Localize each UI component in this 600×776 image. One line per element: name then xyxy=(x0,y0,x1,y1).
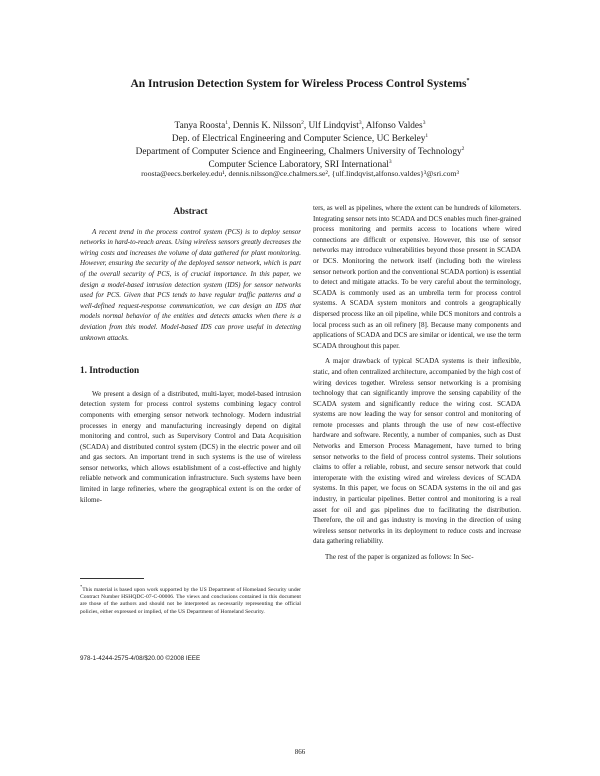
body-paragraph: A major drawback of typical SCADA systems is their inflexible, static, and often centralized architecture, accompanied by the high cost of wiring devices together. Wireless sensor networking is a promising technology that can significantly improve the sensing capability of the SCADA system and significantly reduce the wiring cost. SCADA systems are now leading the way for sensor control and monitoring of remote processes and plants through the use of new cost-effective hardware and software. Recently, a number of companies, such as Dust Networks and Emerson Process Management, have turned to bring sensor networks to the field of process control systems. Their solutions claims to offer a reliable, robust, and secure sensor network that could interoperate with the existing wired and wireless devices of SCADA systems. In this paper, we focus on SCADA systems in the oil and gas industry, in particular pipelines. Better control and monitoring is a real asset for oil and gas pipelines due to facilitating the distribution. Therefore, the oil and gas industry is moving in the direction of using wireless sensor networks in its deployment to reduce costs and increase data gathering reliability. xyxy=(313,357,521,546)
page-number: 866 xyxy=(294,748,306,756)
paper-title: An Intrusion Detection System for Wireless Process Control Systems* xyxy=(130,78,470,90)
affiliation: Dep. of Electrical Engineering and Computer Science, UC Berkeley$^1$ xyxy=(171,133,429,145)
author: Dennis K. Nilsson xyxy=(232,121,302,132)
footnote: *This material is based upon work supported by the US Department of Homeland Security under Contract Number HSHQDC-07-C-00006. The views and conclusions contained in this document are those of the authors and should not be interpreted as necessarily representing the official policies, either expressed or implied, of the US Department of Homeland Security. xyxy=(80,584,301,615)
abstract-heading: Abstract xyxy=(173,206,208,216)
footnote-rule xyxy=(80,578,144,579)
author: Ulf Lindqvist xyxy=(308,121,359,132)
left-column xyxy=(80,203,301,505)
author-list: Tanya Roosta$^1$, Dennis K. Nilsson$^2$, Ulf Lindqvist$^3$, Alfonso Valdes$^3$ xyxy=(174,120,426,132)
copyright-line: 978-1-4244-2575-4/08/$20.00 ©2008 IEEE xyxy=(80,655,201,662)
body-paragraph: We present a design of a distributed, multi-layer, model-based intrusion detection system for process control systems combining legacy control components with emerging sensor network technology. Modern industrial processes in energy and manufacturing increasingly depend on digital monitoring and control, such as Supervisory Control and Data Acquisition (SCADA) and distributed control system (DCS) in the electric power and oil and gas sectors. An important trend in such systems is the use of wireless sensor networks, which allows establishment of a cost-effective and highly reliable network and communication infrastructure. Such systems have been limited in large refineries, where the geographical extent is on the order of kilome- xyxy=(80,389,301,504)
author-emails: roosta@eecs.berkeley.edu¹, dennis.nilsson@ce.chalmers.se², {ulf.lindqvist,alfonso.valdes}³@sri.com³ xyxy=(141,169,459,178)
abstract-text: A recent trend in the process control system (PCS) is to deploy sensor networks in hard-to-reach areas. Using wireless sensors greatly decreases the wiring costs and increases the volume of data gathered for plant monitoring. However, ensuring the security of the deployed sensor network, which is part of the overall security of PCS, is of crucial importance. In this paper, we design a model-based intrusion detection system (IDS) for sensor networks used for PCS. Given that PCS tends to have regular traffic patterns and a well-defined request-response communication, we can design an IDS that models normal behavior of the entities and detects attacks when there is a deviation from this model. Model-based IDS can prove useful in detecting unknown attacks. xyxy=(80,227,301,342)
author: Tanya Roosta xyxy=(174,121,226,132)
section-heading: 1. Introduction xyxy=(80,365,140,376)
body-paragraph: The rest of the paper is organized as follows: In Sec- xyxy=(325,553,474,561)
affiliation: Computer Science Laboratory, SRI International$^3$ xyxy=(208,159,392,171)
affiliation: Department of Computer Science and Engineering, Chalmers University of Technology$^2$ xyxy=(135,146,465,158)
body-paragraph: ters, as well as pipelines, where the extent can be hundreds of kilometers. Integrating sensor nets into SCADA and DCS enables much finer-grained process monitoring and permits access to locations where wired connections are difficult or expensive. However, this use of sensor networks may introduce vulnerabilities beyond those present in SCADA or DCS. Monitoring the network itself (including both the wireless sensor network portion and the conventional SCADA portion) is essential to detect and mitigate attacks. To be very careful about the terminology, SCADA is commonly used as an umbrella term for process control systems. A SCADA system monitors and controls a geographically dispersed process like an oil pipeline, while DCS monitors and controls a local process such as an oil refinery [8]. Because many components and applications of SCADA and DCS are similar or identical, we use the term SCADA throughout this paper. xyxy=(313,204,521,350)
right-column xyxy=(313,203,521,563)
author: Alfonso Valdes xyxy=(365,121,423,132)
